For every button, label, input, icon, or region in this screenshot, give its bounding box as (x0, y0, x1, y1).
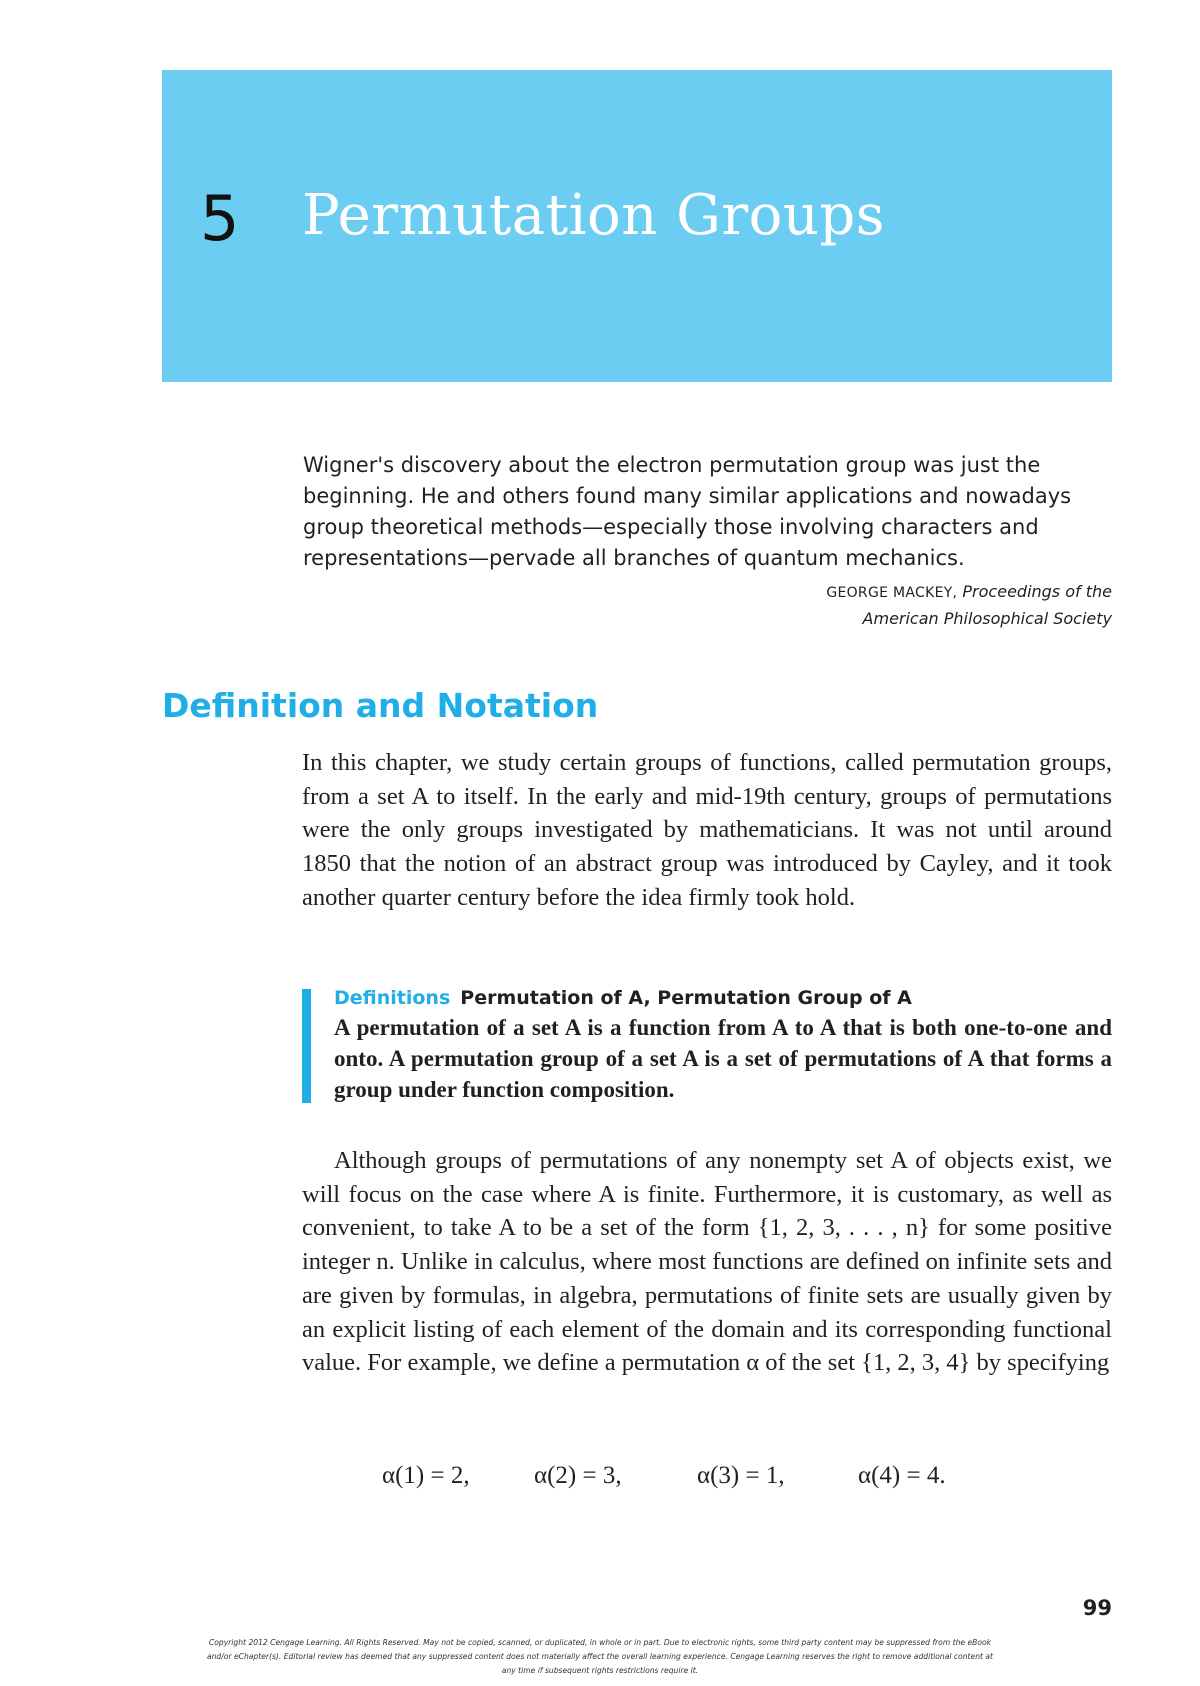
definition-header (334, 985, 912, 1011)
equation-term-4: α(4) = 4. (858, 1462, 946, 1489)
epigraph-source-line2: American Philosophical Society (862, 609, 1112, 628)
body-paragraph (302, 1144, 1112, 1380)
body-paragraph-text: Although groups of permutations of any nonempty set A of objects exist, we will focus on the case where A is finite. Furthermore, it is customary, as well as convenient, to take A to be a set of the form {1, 2, 3, . . . , n} for some positive integer n. Unlike in calculus, where most functions are defined on infinite sets and are given by formulas, in algebra, permutations of finite sets are usually given by an explicit listing of each element of the domain and its corresponding functional value. For example, we define a permutation α of the set {1, 2, 3, 4} by specifying (302, 1147, 1112, 1377)
section-heading: Definition and Notation (162, 686, 599, 725)
definition-accent-bar (302, 989, 311, 1103)
chapter-banner (162, 70, 1112, 382)
equation-term-2: α(2) = 3, (534, 1462, 622, 1489)
equation-term-3: α(3) = 1, (697, 1462, 785, 1489)
definition-box (302, 985, 1112, 1103)
definition-title: Permutation of A, Permutation Group of A (460, 987, 912, 1009)
definition-tag: Definitions (334, 987, 451, 1009)
definition-text: A permutation of a set A is a function from A to A that is both one-to-one and onto. A permutation group of a set A is a set of permutations of A that forms a group under function composition. (334, 1015, 1112, 1102)
intro-paragraph-text: In this chapter, we study certain groups of functions, called permutation groups, from a set A to itself. In the early and mid-19th century, groups of permutations were the only groups investigated by mathematicians. It was not until around 1850 that the notion of an abstract group was introduced by Cayley, and it took another quarter century before the idea firmly took hold. (302, 749, 1112, 911)
copyright-notice: Copyright 2012 Cengage Learning. All Rights Reserved. May not be copied, scanned, or duplicated, in whole or in part. Due to electronic rights, some third party content may be suppressed from the eBook and/or eChapter(s). Editorial review has deemed that any suppressed content does not materially affect the overall learning experience. Cengage Learning reserves the right to remove additional content at any time if subsequent rights restrictions require it. (206, 1638, 994, 1675)
page-number: 99 (1082, 1596, 1112, 1620)
epigraph-attribution (700, 579, 1112, 632)
equation-term-1: α(1) = 2, (382, 1462, 470, 1489)
chapter-title: Permutation Groups (302, 183, 885, 248)
intro-paragraph (302, 746, 1112, 915)
epigraph-author: GEORGE MACKEY, (826, 585, 958, 601)
epigraph-quote: Wigner's discovery about the electron permutation group was just the beginning. He and others found many similar applications and nowadays group theoretical methods—especially those involving characters and representations—pervade all branches of quantum mechanics. (303, 453, 1072, 570)
chapter-number: 5 (200, 182, 240, 255)
epigraph-source-line1: Proceedings of the (962, 582, 1112, 601)
